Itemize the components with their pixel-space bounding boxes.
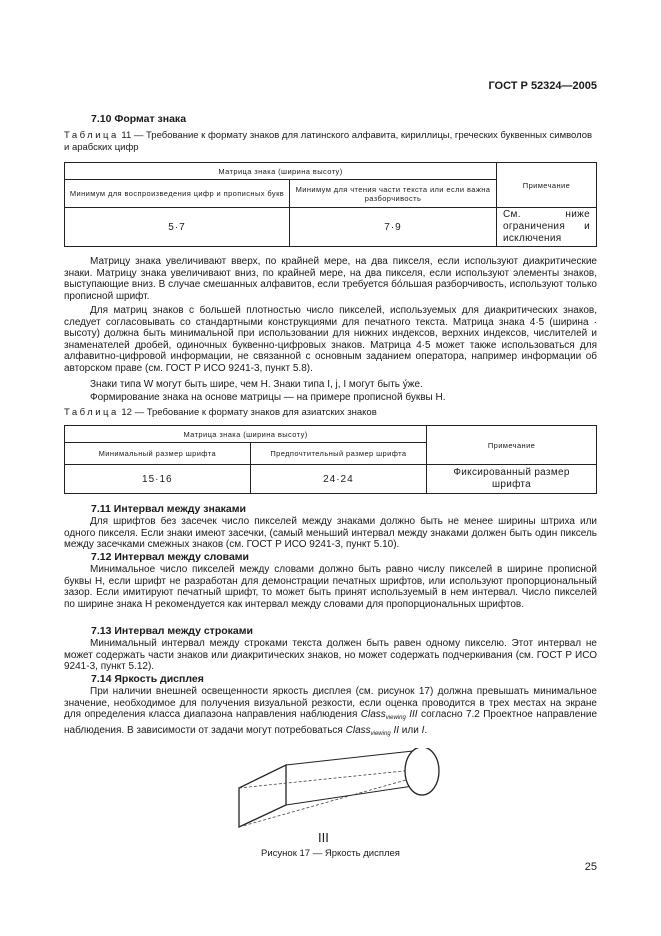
figure-caption: Рисунок 17 — Яркость дисплея [261, 848, 400, 859]
table12-group-header: Матрица знака (ширина высоту) [65, 426, 427, 443]
document-code: ГОСТ Р 52324—2005 [488, 80, 597, 92]
class-word-1: Class [360, 709, 386, 721]
table11-cell-readability: 7·9 [290, 208, 497, 247]
figure-class-label: III [318, 830, 329, 845]
table12-caption-text: 12 — Требование к формату знаков для азиатских знаков [121, 407, 377, 418]
table12-col-preferred-size: Предпочтительный размер шрифта [250, 443, 426, 465]
section-title-7-11: 7.11 Интервал между знаками [91, 503, 246, 515]
luminance-text-b: согласно 7.2 Проектное направление наблюдения. В зависимости от задачи могут потребоваться [64, 709, 598, 736]
table11-caption [64, 130, 597, 153]
page-number: 25 [584, 861, 597, 873]
class-i: I [421, 724, 425, 736]
table11-group-header: Матрица знака (ширина высоту) [65, 163, 497, 180]
class-ii: II [393, 724, 399, 736]
class-word-2: Class [345, 724, 371, 736]
screen-shape [239, 765, 286, 827]
section-title-7-12: 7.12 Интервал между словами [91, 551, 250, 563]
paragraph-high-density: Для матриц знаков с большей плотностью число пикселей, используемых для диакритических знаков, следует согласовывать со стандартными конструкциями для печатного текста. Матрица знака 4·5 (ширина · высоту) должна быть минимальной при использовании для нижних индексов, верхних индексов, числителей и знаменателей дробей, одиночных буквенно-цифровых знаков. Матрица 4·5 может также использоваться для алфавитно-цифровой информации, не связанной с основным заданием оператора, например информации об авторском праве (см. ГОСТ Р ИСО 9241-3, пункт 5.8). [64, 305, 597, 374]
sight-line-bottom [286, 786, 413, 805]
sight-line-dashed-top [239, 770, 413, 788]
paragraph-display-luminance [64, 686, 597, 740]
luminance-text-a: При наличии внешней освещенности яркость дисплея (см. рисунок 17) должна превышать минимальное значение, необходимое для получения визуальной резкости, если оценка проводится в трех местах на экране для определения класса диапазона направления наблюдения [64, 686, 597, 721]
table-12 [64, 425, 597, 494]
table11-cell-min: 5·7 [65, 208, 290, 247]
table11-caption-text: 11 — Требование к формату знаков для латинского алфавита, кириллицы, греческих буквенных символов и арабских цифр [64, 130, 593, 153]
table11-col-note: Примечание [497, 163, 597, 208]
table11-col-min: Минимум для воспроизведения цифр и прописных букв [65, 180, 290, 208]
paragraph-matrix-example: Формирование знака на основе матрицы — на примере прописной буквы Н. [90, 392, 446, 403]
paragraph-word-spacing: Минимальное число пикселей между словами должно быть равно числу пикселей в ширине прописной буквы Н, если шрифт не разработан для демонстрации печатных шрифтов, или используют пропорциональный зазор. Если имитируют печатный шрифт, то может быть принят используемый в нем интервал. Число пикселей по ширине знака Н рекомендуется как интервал между словами для пропорциональных шрифтов. [64, 564, 597, 610]
table12-cell-note: Фиксированный размер шрифта [427, 465, 597, 494]
sight-line-top [286, 751, 413, 765]
table-11 [64, 162, 597, 247]
table12-col-min-size: Минимальный размер шрифта [65, 443, 251, 465]
table11-caption-lead: Таблица [64, 130, 119, 141]
class-sub-2: viewing [370, 730, 391, 737]
figure-17-diagram [225, 748, 455, 828]
paragraph-line-spacing: Минимальный интервал между строками текста должен быть равен одному пикселю. Этот интервал не может содержать части знаков или диакритических знаков, но может содержать подчеркивания (см. ГОСТ Р ИСО 9241-3, пункт 5.12). [64, 638, 597, 673]
table12-caption-lead: Таблица [64, 407, 119, 418]
table12-cell-min-size: 15·16 [65, 465, 251, 494]
paragraph-char-spacing: Для шрифтов без засечек число пикселей между знаками должно быть не менее ширины штриха или одного пикселя. Если знаки имеют засечки, (самый меньший интервал между знаками должен быть один пиксель между засечками смежных знаков (см. ГОСТ Р ИСО 9241-3, пункт 5.10). [64, 516, 597, 551]
table12-col-note: Примечание [427, 426, 597, 465]
section-title-7-10: 7.10 Формат знака [91, 113, 187, 125]
section-title-7-14: 7.14 Яркость дисплея [91, 673, 204, 685]
table11-cell-note: См. ниже ограничения и исключения [497, 208, 597, 247]
table11-col-readability: Минимум для чтения части текста или если важна разборчивость [290, 180, 497, 208]
class-sub-1: viewing [385, 715, 406, 722]
luminance-end: . [424, 724, 428, 736]
table12-caption [64, 407, 597, 419]
or-word: или [401, 724, 419, 736]
paragraph-wide-narrow: Знаки типа W могут быть шире, чем Н. Знаки типа I, j, I могут быть у́же. [90, 379, 423, 390]
observer-eye [405, 748, 439, 795]
class-iii: III [409, 709, 418, 721]
paragraph-matrix-growth: Матрицу знака увеличивают вверх, по крайней мере, на два пикселя, если используют диакритические знаки. Матрицу знака увеличивают вниз, по крайней мере, на два пикселя, если используют элементы знаков, выступающие вниз. В случае смешанных алфавитов, если требуется бо́льшая разборчивость, используют только прописной шрифт. [64, 256, 597, 302]
section-title-7-13: 7.13 Интервал между строками [91, 625, 253, 637]
table12-cell-preferred-size: 24·24 [250, 465, 426, 494]
